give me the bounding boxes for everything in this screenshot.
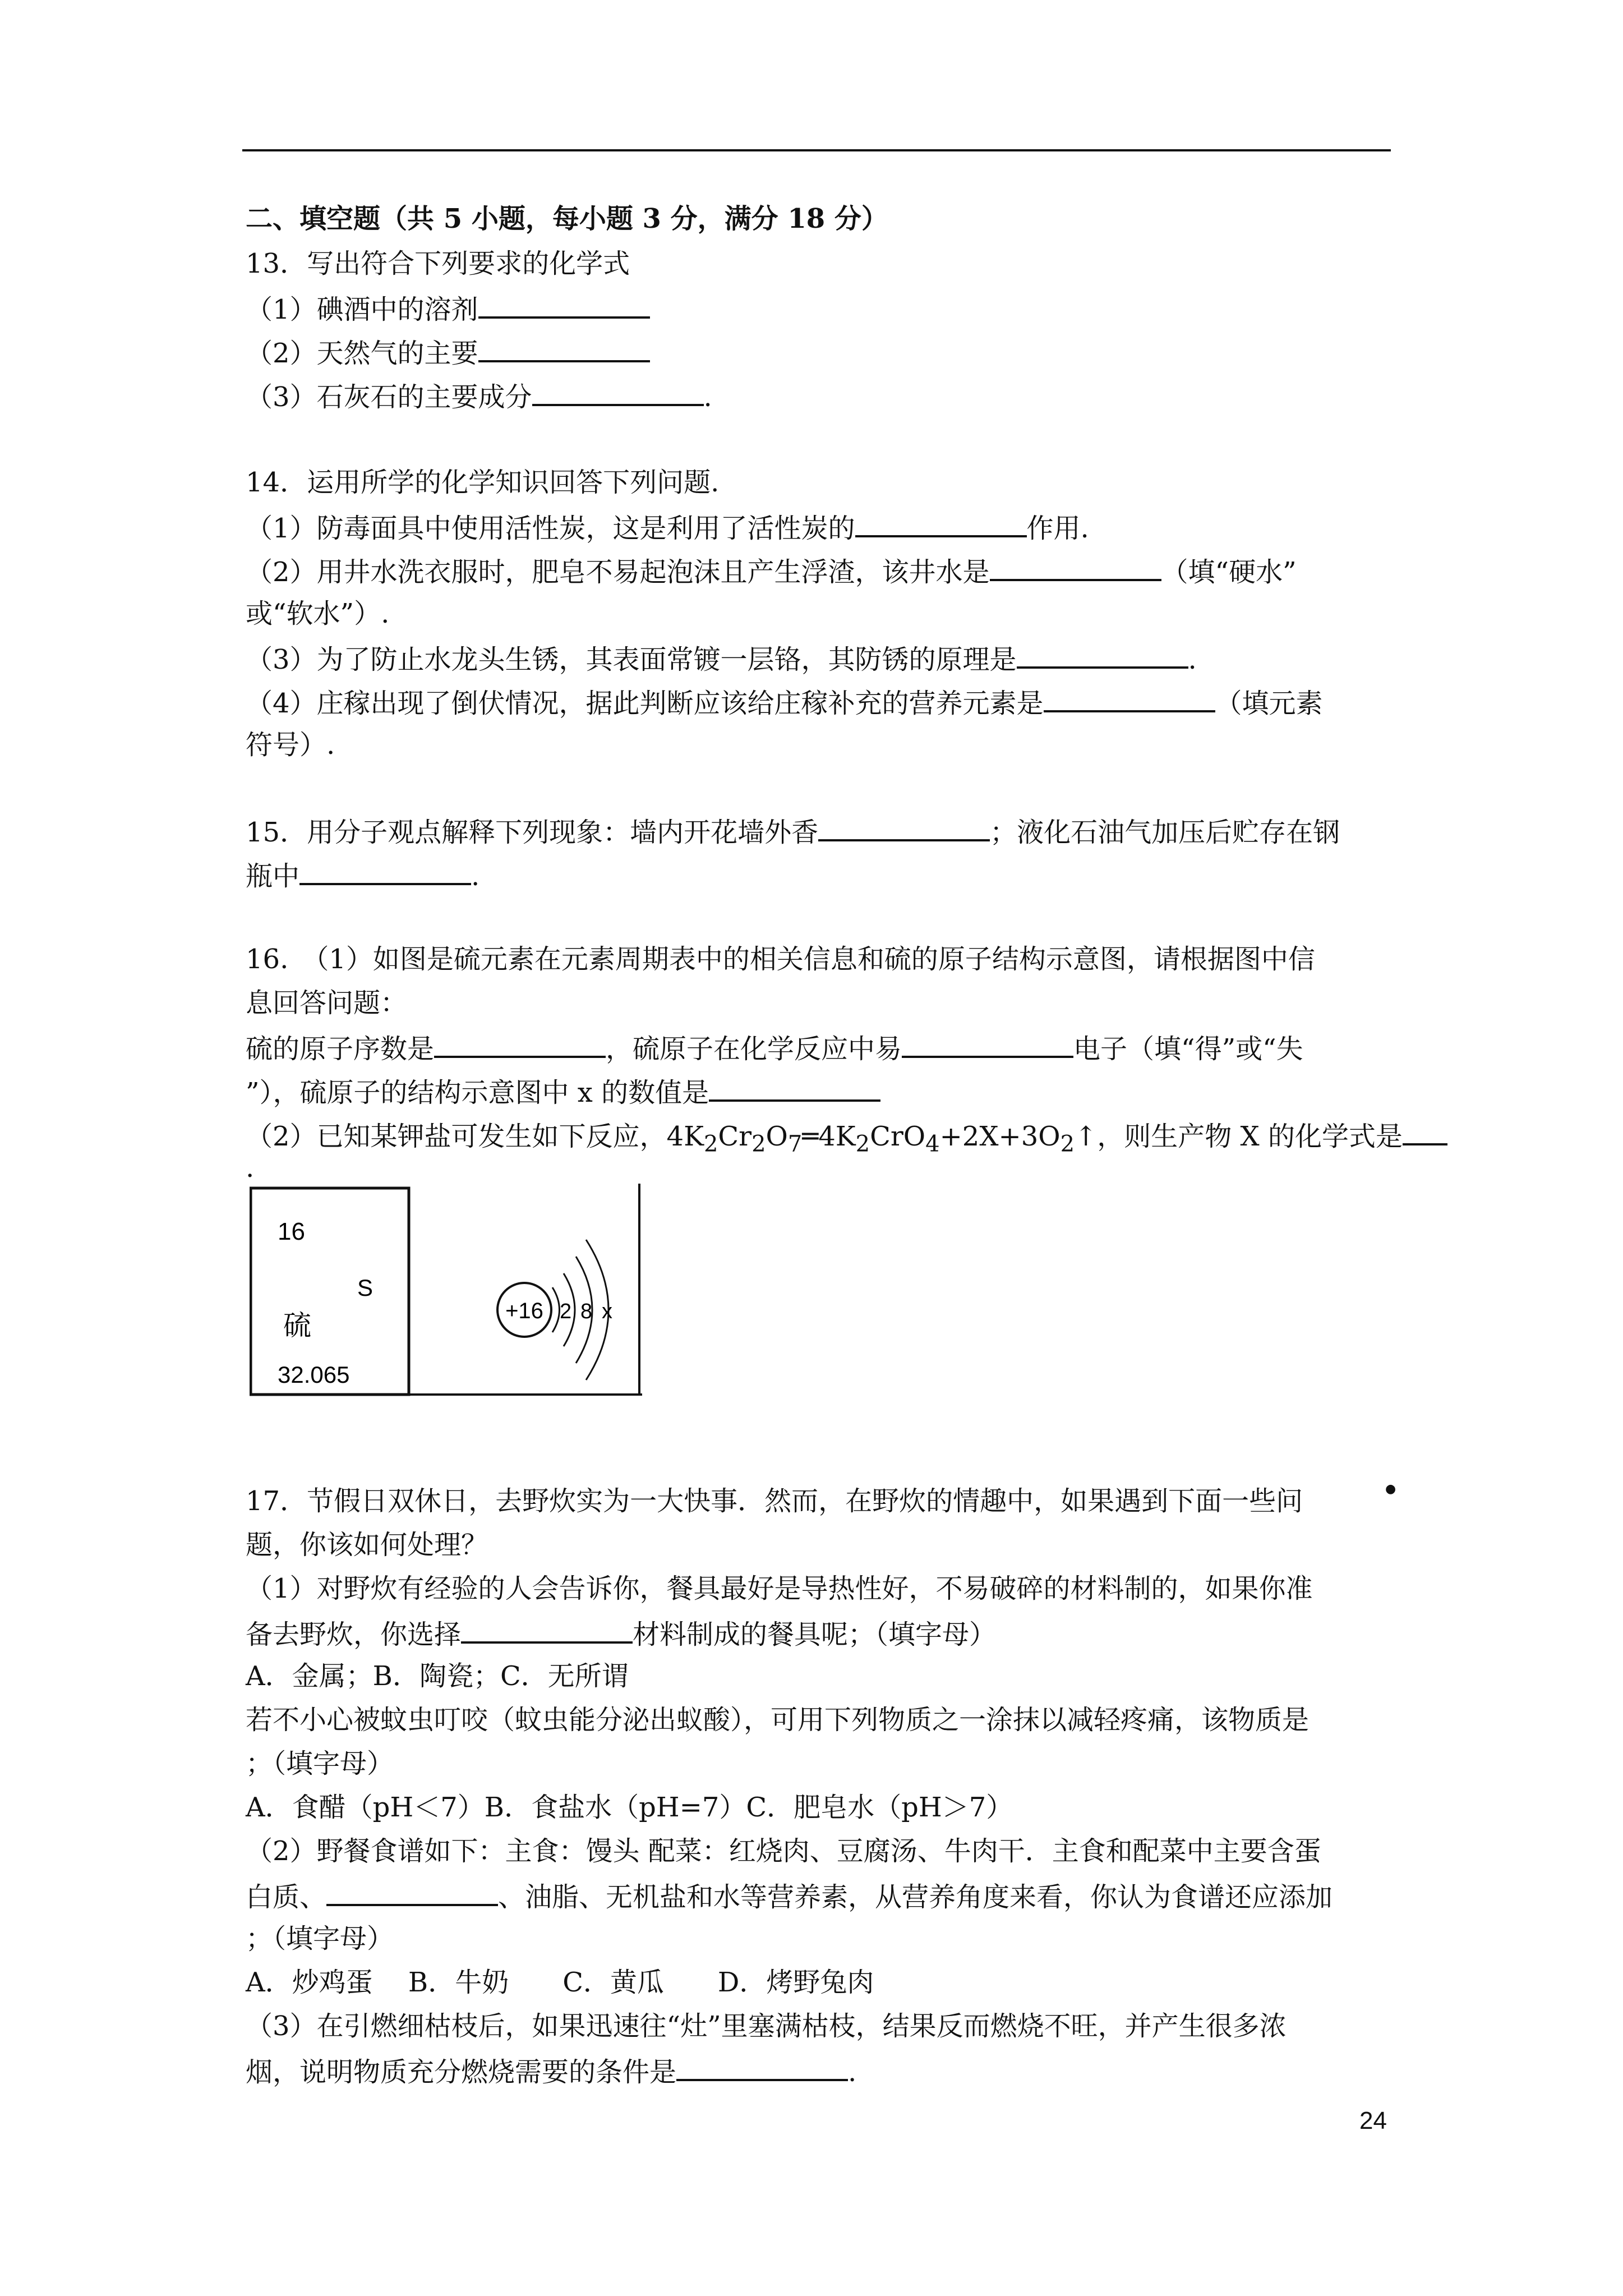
q16-line6: .: [246, 1152, 255, 1184]
q17-line7: ；（填字母）: [246, 1748, 394, 1779]
answer-blank[interactable]: [990, 553, 1161, 581]
q16-line3: 硫的原子序数是 ，硫原子在化学反应中易 电子（填“得”或“失: [246, 1030, 1303, 1066]
q17-line8: A．食醋（pH＜7）B．食盐水（pH=7）C．肥皂水（pH＞7）: [246, 1792, 1013, 1823]
sulfur-figure: [250, 1184, 642, 1400]
answer-blank[interactable]: [1403, 1117, 1447, 1145]
answer-blank[interactable]: [709, 1074, 880, 1102]
answer-blank[interactable]: [478, 291, 650, 319]
q14-part2-cont: 或“软水”）.: [246, 598, 390, 629]
q17-line14: 烟，说明物质充分燃烧需要的条件是 .: [246, 2053, 856, 2089]
q17-line1: 17．节假日双休日，去野炊实为一大快事．然而，在野炊的情趣中，如果遇到下面一些问: [246, 1485, 1303, 1517]
answer-blank[interactable]: [855, 509, 1027, 537]
q17-line11: ；（填字母）: [246, 1923, 394, 1954]
answer-blank[interactable]: [299, 857, 471, 885]
q17-line12: A．炒鸡蛋 B．牛奶 C．黄瓜 D．烤野兔肉: [246, 1967, 874, 1998]
section-title: 二、填空题（共 5 小题，每小题 3 分，满分 18 分）: [246, 203, 888, 234]
answer-blank[interactable]: [676, 2053, 848, 2081]
q17-line9: （2）野餐食谱如下：主食：馒头 配菜：红烧肉、豆腐汤、牛肉干．主食和配菜中主要含蛋: [246, 1835, 1321, 1867]
answer-blank[interactable]: [461, 1616, 633, 1644]
answer-blank[interactable]: [818, 813, 990, 841]
shell-electrons: 8: [580, 1300, 593, 1323]
answer-blank[interactable]: [478, 334, 650, 362]
q17-line4: 备去野炊，你选择 材料制成的餐具呢；（填字母）: [246, 1616, 996, 1651]
q17-line6: 若不小心被蚊虫叮咬（蚊虫能分泌出蚁酸），可用下列物质之一涂抹以减轻疼痛，该物质是: [246, 1704, 1310, 1736]
small-mark: ●: [1385, 1482, 1396, 1496]
q13-stem: 13．写出符合下列要求的化学式: [246, 248, 630, 279]
q14-part4-cont: 符号）.: [246, 729, 335, 761]
answer-blank[interactable]: [1044, 684, 1215, 712]
q17-line13: （3）在引燃细枯枝后，如果迅速往“灶”里塞满枯枝，结果反而燃烧不旺，并产生很多浓: [246, 2010, 1287, 2042]
q15-line1: 15．用分子观点解释下列现象：墙内开花墙外香 ；液化石油气加压后贮存在钢: [246, 813, 1340, 849]
q14-part2: （2）用井水洗衣服时，肥皂不易起泡沫且产生浮渣，该井水是 （填“硬水”: [246, 553, 1297, 589]
answer-blank[interactable]: [532, 378, 704, 406]
q17-line10: 白质、 、油脂、无机盐和水等营养素，从营养角度来看，你认为食谱还应添加: [246, 1878, 1332, 1914]
q14-part3: （3）为了防止水龙头生锈，其表面常镀一层铬，其防锈的原理是 .: [246, 641, 1197, 677]
answer-blank[interactable]: [434, 1030, 606, 1058]
q16-line4: ”），硫原子的结构示意图中 x 的数值是: [246, 1074, 880, 1110]
element-name: 硫: [283, 1309, 311, 1342]
header-rule: [242, 149, 1391, 151]
element-symbol: S: [357, 1274, 374, 1301]
q17-line2: 题，你该如何处理？: [246, 1529, 488, 1561]
q14-stem: 14．运用所学的化学知识回答下列问题.: [246, 467, 720, 498]
q13-part1: （1）碘酒中的溶剂: [246, 291, 650, 326]
q14-part1: （1）防毒面具中使用活性炭，这是利用了活性炭的 作用.: [246, 509, 1089, 545]
atomic-number: 16: [278, 1218, 305, 1245]
q17-line5: A．金属；B．陶瓷；C．无所谓: [246, 1660, 629, 1692]
answer-blank[interactable]: [1017, 641, 1188, 669]
q14-part4: （4）庄稼出现了倒伏情况，据此判断应该给庄稼补充的营养元素是 （填元素: [246, 684, 1323, 720]
nuclear-charge: +16: [505, 1299, 543, 1323]
page-number: 24: [1359, 2107, 1387, 2134]
answer-blank[interactable]: [326, 1878, 498, 1906]
shell-electrons: 2: [560, 1300, 572, 1323]
q17-line3: （1）对野炊有经验的人会告诉你，餐具最好是导热性好，不易破碎的材料制的，如果你准: [246, 1573, 1313, 1604]
q13-part2: （2）天然气的主要: [246, 334, 650, 370]
q16-line1: 16. （1）如图是硫元素在元素周期表中的相关信息和硫的原子结构示意图，请根据图中信: [246, 944, 1315, 975]
q16-line2: 息回答问题：: [246, 987, 408, 1019]
q16-equation-line: （2）已知某钾盐可发生如下反应，$4K_2Cr_2O_7═4K_2CrO_4+2X+3O_2↑$，则生产物 X 的化学式是: [246, 1117, 1447, 1161]
atomic-mass: 32.065: [278, 1361, 350, 1388]
q15-line2: 瓶中 .: [246, 857, 479, 893]
q13-part3: （3）石灰石的主要成分 .: [246, 378, 712, 414]
answer-blank[interactable]: [902, 1030, 1073, 1058]
shell-electrons: x: [602, 1300, 612, 1323]
